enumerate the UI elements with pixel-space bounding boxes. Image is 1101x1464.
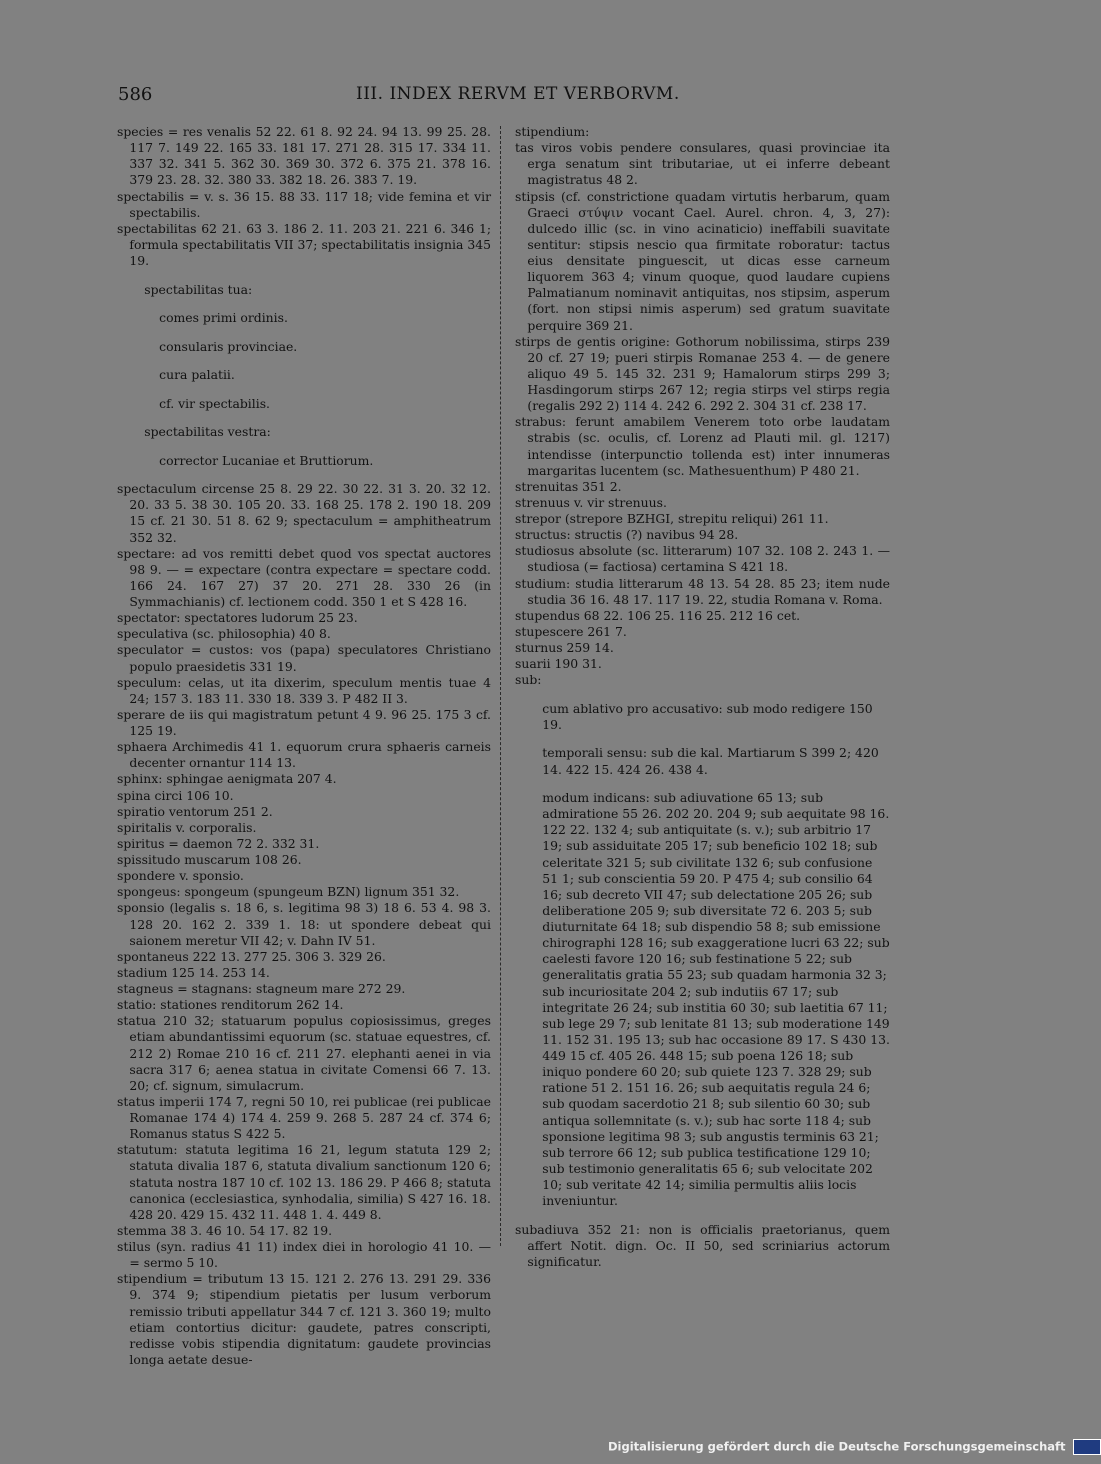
index-entry: stupendus 68 22. 106 25. 116 25. 212 16 cet. (515, 607, 801, 623)
page-header (118, 84, 880, 110)
index-entry: strepor (strepore BZHGI, strepitu reliqui) 261 11. (515, 511, 829, 526)
index-entry: stilus (syn. radius 41 11) index diei in horologio 41 10. — = sermo 5 10. (117, 1239, 491, 1271)
index-entry: speculativa (sc. philosophia) 40 8. (117, 626, 331, 642)
index-entry: statutum: statuta legitima 16 21, legum statuta 129 2; statuta divalia 187 6, statuta divalium sanctionum 120 6; statuta nostra 187 10 cf. 102 13. 186 29. P 466 8; statuta canonica (ecclesiastica, synhodalia, similia) S 427 16. 18. 428 20. 429 15. 432 11. 448 1. 4. 449 8. (117, 1142, 491, 1222)
index-entry: species = res venalis 52 22. 61 8. 92 24. 94 13. 99 25. 28. 117 7. 149 22. 165 33. 181 17. 271 28. 315 17. 334 11. 337 32. 341 5. 362 30. 369 30. 372 6. 375 21. 378 16. 379 23. 28. 32. 380 33. 382 18. 26. 383 7. 19. (117, 124, 491, 188)
index-entry: speculum: celas, ut ita dixerim, speculum mentis tuae 4 24; 157 3. 183 11. 330 18. 339 3. P 482 II 3. (117, 674, 491, 706)
index-entry: spongeus: spongeum (spungeum BZN) lignum 351 32. (117, 884, 460, 900)
index-entry: spectabilis = v. s. 36 15. 88 33. 117 18; vide femina et vir spectabilis. (117, 188, 491, 220)
index-entry: sponsio (legalis s. 18 6, s. legitima 98 3) 18 6. 53 4. 98 3. 128 20. 162 2. 339 1. 18: ut spondere debeat qui saionem meretur VII 42; v. Dahn IV 51. (117, 900, 491, 948)
index-entry: spectator: spectatores ludorum 25 23. (117, 610, 358, 626)
index-entry: stipendium: (515, 124, 590, 139)
footer-text: Digitalisierung gefördert durch die Deutsche Forschungsgemeinschaft (608, 1439, 1066, 1454)
dfg-logo (1073, 1439, 1101, 1455)
index-entry: sphaera Archimedis 41 1. equorum crura sphaeris carneis decenter ornantur 114 13. (117, 739, 491, 771)
index-entry: spectaculum circense 25 8. 29 22. 30 22. 31 3. 20. 32 12. 20. 33 5. 38 30. 105 20. 33. 168 25. 178 2. 190 18. 209 15 cf. 21 30. 51 8. 62 9; spectaculum = amphitheatrum 352 32. (117, 481, 491, 545)
column-divider (500, 126, 501, 1246)
left-column (117, 124, 491, 1368)
running-title: III. INDEX RERVM ET VERBORVM. (356, 84, 680, 104)
index-entry: spectabilitas tua: (144, 281, 253, 297)
index-entry: spiritus = daemon 72 2. 332 31. (117, 835, 320, 851)
digitization-footer (608, 1439, 1066, 1457)
index-entry: strenuitas 351 2. (515, 478, 622, 494)
right-column (515, 124, 890, 1270)
index-entry: sturnus 259 14. (515, 640, 614, 655)
index-entry: sperare de iis qui magistratum petunt 4 9. 96 25. 175 3 cf. 125 19. (117, 706, 491, 738)
index-entry: spissitudo muscarum 108 26. (117, 852, 302, 867)
index-entry: suarii 190 31. (515, 656, 602, 672)
index-entry: cum ablativo pro accusativo: sub modo redigere 150 19. (542, 700, 873, 732)
index-entry: stipendium = tributum 13 15. 121 2. 276 13. 291 29. 336 9. 374 9; stipendium pietatis per lusum verborum remissio tributi appellatur 344 7 cf. 121 3. 360 19; multo etiam contortius dicitur: gaudete, patres conscripti, redisse vobis stipendia dignitatum: gaudete provincias longa aetate desue- (117, 1271, 491, 1367)
index-entry: status imperii 174 7, regni 50 10, rei publicae (rei publicae Romanae 174 4) 174 4. 259 9. 268 5. 287 24 cf. 374 6; Romanus status S 422 5. (117, 1093, 491, 1142)
index-entry: stemma 38 3. 46 10. 54 17. 82 19. (117, 1222, 333, 1238)
index-entry: strabus: ferunt amabilem Venerem toto orbe laudatam strabis (sc. oculis, cf. Lorenz ad Plauti mil. gl. 1217) intendisse (interpunctio tollenda est) inter innumeras margaritas lucentem (sc. Mathesuenthum) P 480 21. (515, 414, 890, 478)
index-entry: spina circi 106 10. (117, 787, 234, 803)
index-entry: studiosus absolute (sc. litterarum) 107 32. 108 2. 243 1. — studiosa (= factiosa) certamina S 421 18. (515, 543, 890, 575)
index-entry: cf. vir spectabilis. (159, 395, 270, 411)
index-entry: spiratio ventorum 251 2. (117, 803, 273, 819)
index-entry: spontaneus 222 13. 277 25. 306 3. 329 26. (117, 948, 386, 964)
index-entry: temporali sensu: sub die kal. Martiarum S 399 2; 420 14. 422 15. 424 26. 438 4. (542, 745, 879, 777)
index-entry: corrector Lucaniae et Bruttiorum. (159, 452, 374, 468)
page-number: 586 (118, 84, 153, 105)
index-entry: spectabilitas 62 21. 63 3. 186 2. 11. 203 21. 221 6. 346 1; formula spectabilitatis VII 37; spectabilitatis insignia 345 19. (117, 220, 491, 268)
index-entry: speculator = custos: vos (papa) speculatores Christiano populo praesidetis 331 19. (117, 642, 491, 674)
index-entry: stupescere 261 7. (515, 623, 627, 639)
index-entry: spectare: ad vos remitti debet quod vos spectat auctores 98 9. — = expectare (contra expectare = spectare codd. 166 24. 167 27) 37 20. 271 28. 330 26 (in Symmachianis) cf. lectionem codd. 350 1 et S 428 16. (117, 545, 491, 609)
index-entry: statua 210 32; statuarum populus copiosissimus, greges etiam abundantissimi equorum (sc. statuae equestres, cf. 212 2) Romae 210 16 cf. 211 27. elephanti aenei in via sacra 317 6; aenea statua in civitate Comensi 66 7. 13. 20; cf. signum, simulacrum. (117, 1013, 491, 1093)
index-entry: stagneus = stagnans: stagneum mare 272 29. (117, 981, 406, 996)
index-entry: studium: studia litterarum 48 13. 54 28. 85 23; item nude studia 36 16. 48 17. 117 19. 22, studia Romana v. Roma. (515, 575, 890, 607)
index-entry: comes primi ordinis. (159, 310, 288, 326)
index-entry: modum indicans: sub adiuvatione 65 13; sub admiratione 55 26. 202 20. 204 9; sub aequitate 98 16. 122 22. 132 4; sub antiquitate (s. v.); sub arbitrio 17 19; sub assiduitate 205 17; sub beneficio 102 18; sub celeritate 321 5; sub civilitate 132 6; sub confusione 51 1; sub conscientia 59 20. P 475 4; sub consilio 64 16; sub decreto VII 47; sub delectatione 205 26; sub deliberatione 205 9; sub diversitate 72 6. 203 5; sub diuturnitate 64 18; sub dispendio 58 8; sub emissione chirographi 128 16; sub exaggeratione lucri 63 22; sub caelesti favore 120 16; sub festinatione 5 22; sub generalitatis gratia 55 23; sub quadam harmonia 32 3; sub incuriositate 204 2; sub indutiis 67 17; sub integritate 26 24; sub institia 60 30; sub laetitia 67 11; sub lege 29 7; sub lenitate 81 13; sub moderatione 149 11. 152 31. 195 13; sub hac occasione 89 17. S 430 13. 449 15 cf. 405 26. 448 15; sub poena 126 18; sub iniquo pondere 60 20; sub quiete 123 7. 328 29; sub ratione 51 2. 151 16. 26; sub aequitatis regula 24 6; sub quodam sacerdotio 21 8; sub silentio 60 30; sub antiqua sollemnitate (s. v.); sub hac sorte 118 4; sub sponsione legitima 98 3; sub angustis terminis 63 21; sub terrore 66 12; sub publica testificatione 129 10; sub testimonio generalitatis 65 6; sub velocitate 202 10; sub veritate 42 14; similia permultis aliis locis inveniuntur. (542, 790, 890, 1209)
index-entry: tas viros vobis pendere consulares, quasi provinciae ita erga senatum sint tributariae, ut ei inferre debeant magistratus 48 2. (515, 140, 890, 188)
index-entry: sub: (515, 672, 542, 688)
index-entry: subadiuva 352 21: non is officialis praetorianus, quem affert Notit. dign. Oc. II 50, sed scriniarius actorum significatur. (515, 1221, 890, 1269)
index-entry: statio: stationes renditorum 262 14. (117, 997, 344, 1013)
index-entry: cura palatii. (159, 367, 235, 383)
index-entry: spondere v. sponsio. (117, 868, 244, 884)
index-entry: spiritalis v. corporalis. (117, 819, 257, 835)
index-entry: structus: structis (?) navibus 94 28. (515, 527, 739, 543)
index-entry: sphinx: sphingae aenigmata 207 4. (117, 771, 337, 787)
index-entry: stirps de gentis origine: Gothorum nobilissima, stirps 239 20 cf. 27 19; pueri stirpis Romanae 253 4. — de genere aliquo 49 5. 145 32. 231 9; Hamalorum stirps 299 3; Hasdingorum stirps 267 12; regia stirps vel stirps regia (regalis 292 2) 114 4. 242 6. 292 2. 304 31 cf. 238 17. (515, 333, 890, 414)
index-entry: spectabilitas vestra: (144, 424, 271, 440)
index-entry: stipsis (cf. constrictione quadam virtutis herbarum, quam Graeci στύψιν vocant Cael. Aurel. chron. 4, 3, 27): dulcedo illic (sc. in vino acinaticio) ineffabili suavitate sentitur: stipsis nescio qua firmitate roboratur: tactus eius densitate pinguescit, ut dicas esse carneum liquorem 363 4; vinum quoque, quod laudare cupiens Palmatianum nominavit antiquitas, nos stipsim, asperum (fort. non stipsi nimis asperum) sed gratum suavitate perquire 369 21. (515, 188, 890, 333)
index-entry: consularis provinciae. (159, 338, 298, 354)
index-entry: strenuus v. vir strenuus. (515, 494, 667, 510)
index-entry: stadium 125 14. 253 14. (117, 964, 270, 980)
